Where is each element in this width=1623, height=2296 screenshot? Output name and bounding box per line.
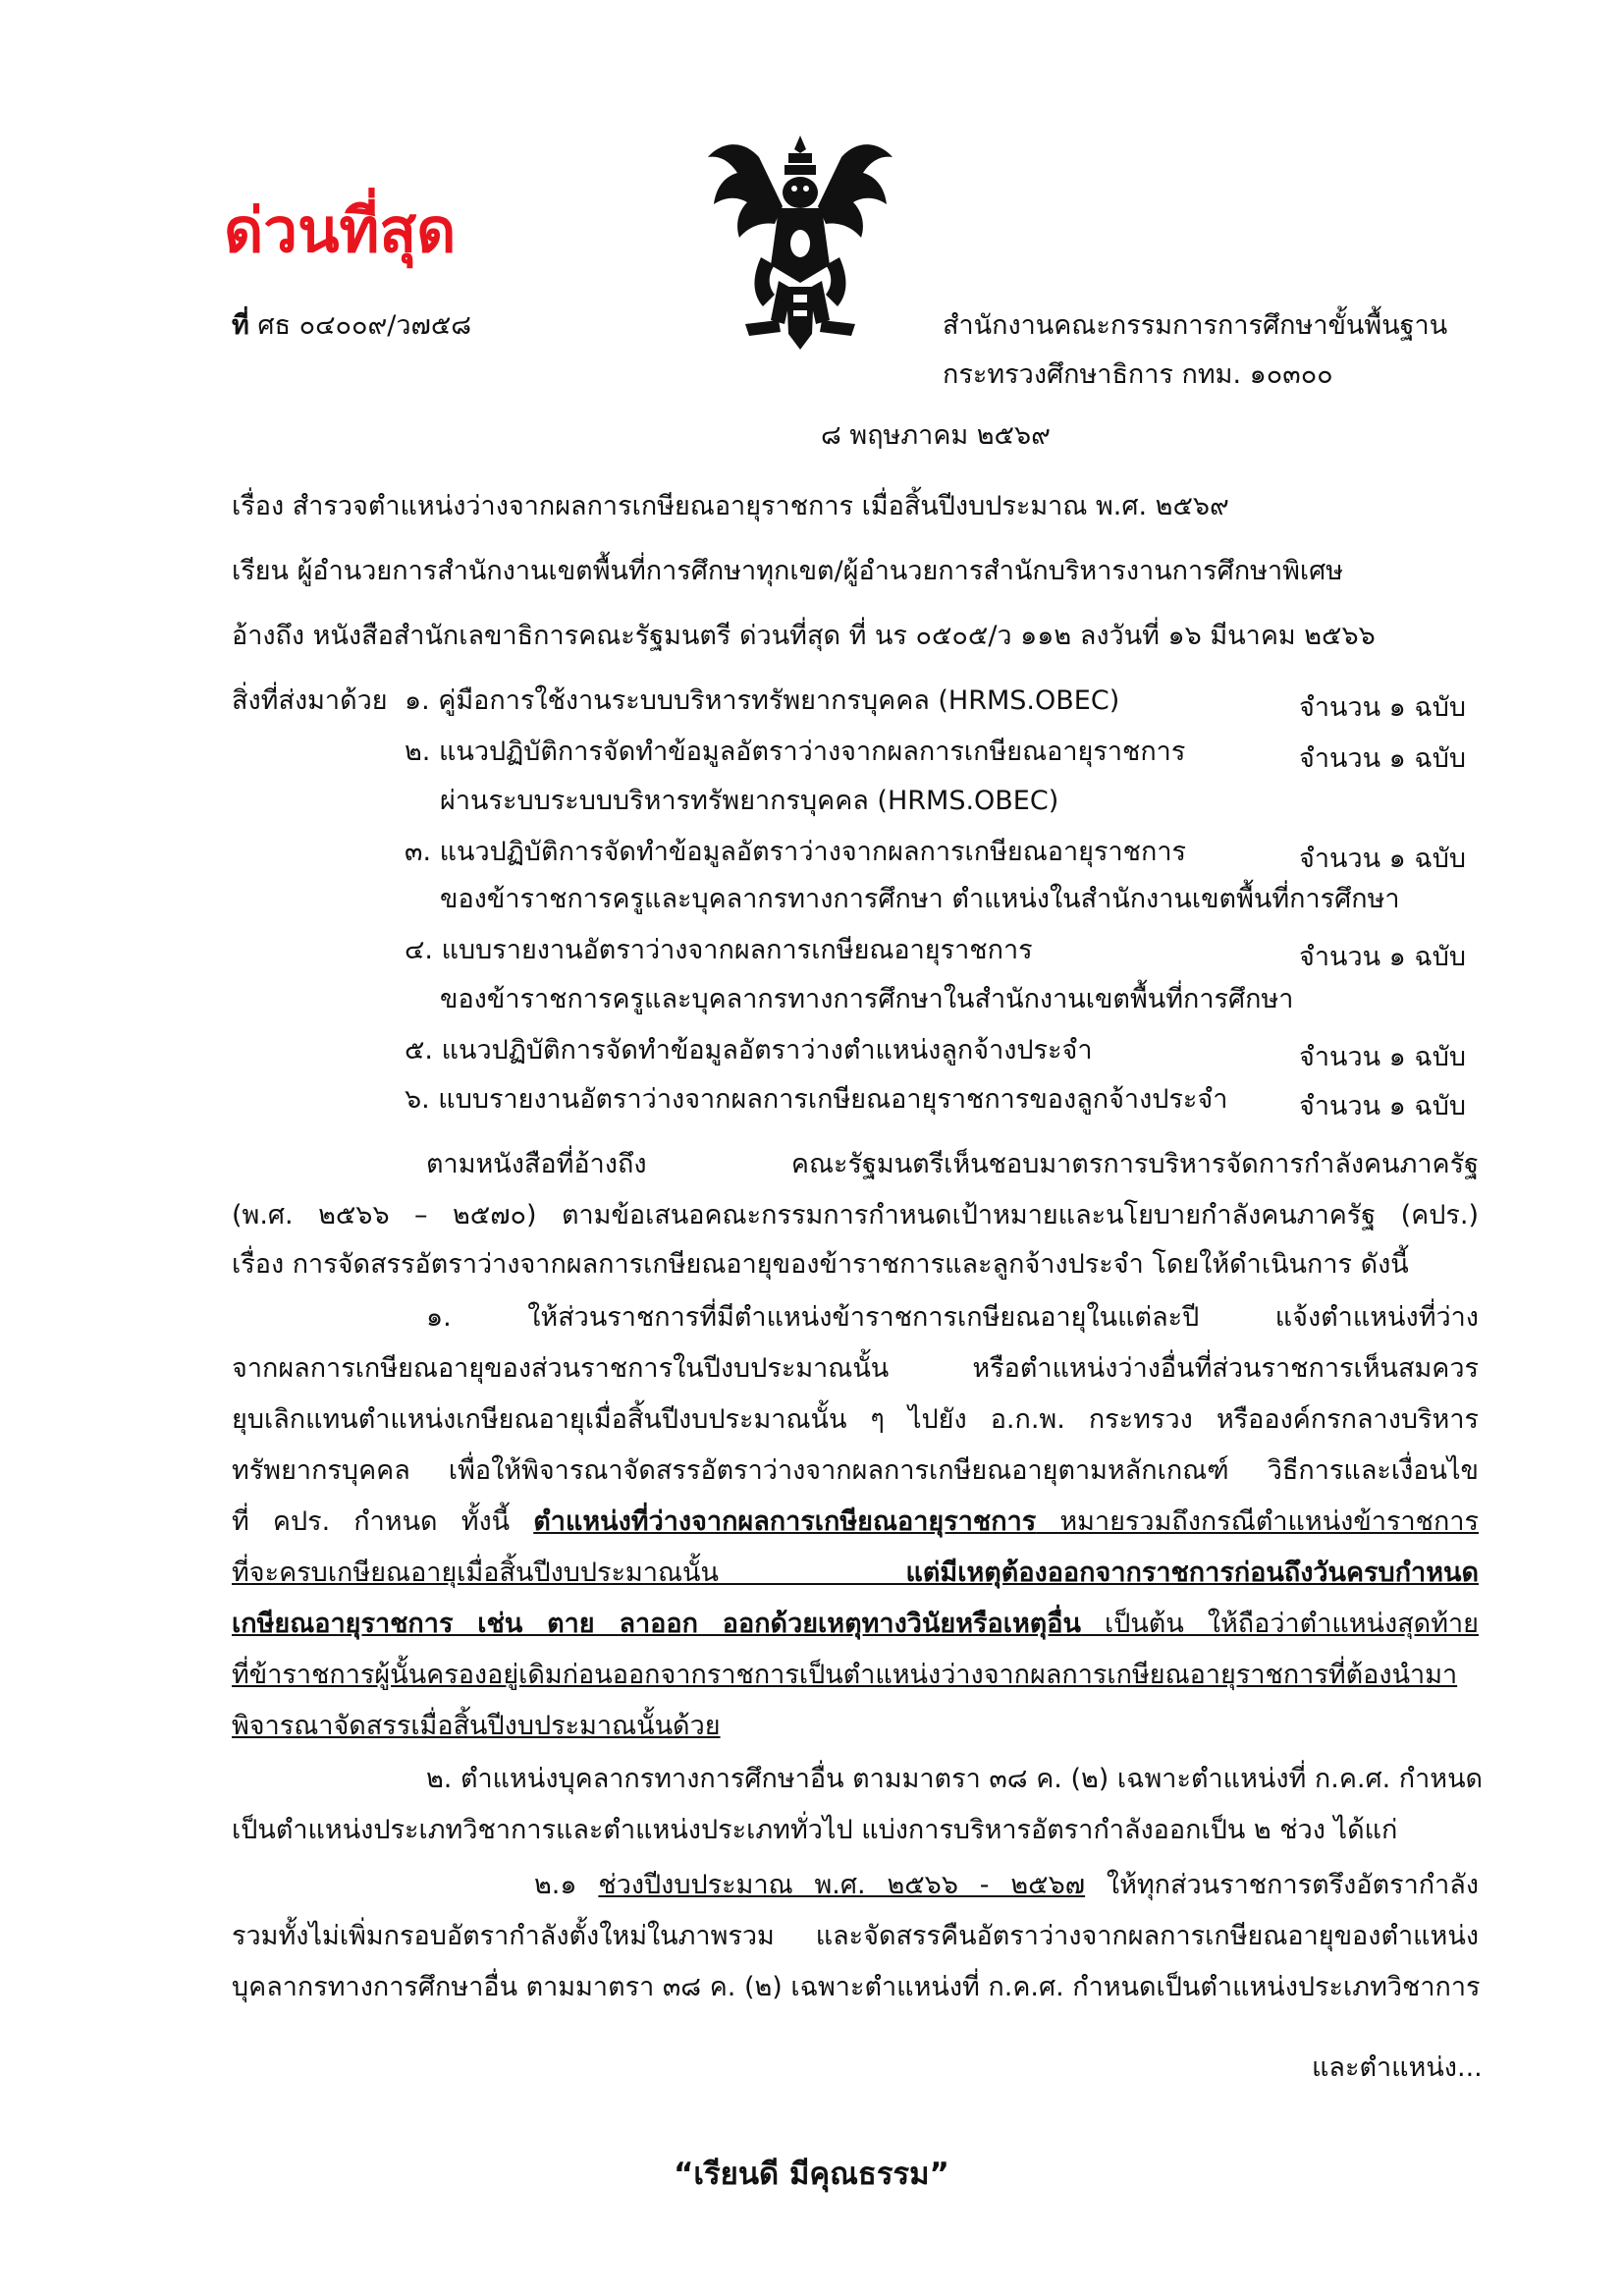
doc-number-label: ที่ xyxy=(232,310,249,341)
enclosure-item-6: ๖. แบบรายงานอัตราว่างจากผลการเกษียณอายุราชการของลูกจ้างประจำ xyxy=(405,1084,1228,1115)
reference-line: อ้างถึง หนังสือสำนักเลขาธิการคณะรัฐมนตรี ด่วนที่สุด ที่ นร ๐๕๐๕/ว ๑๑๒ ลงวันที่ ๑๖ มีนาคม ๒๕๖๖ xyxy=(232,621,1376,651)
footer-motto: “เรียนดี มีคุณธรรม” xyxy=(674,2157,949,2192)
enclosure-item-1: ๑. คู่มือการใช้งานระบบบริหารทรัพยากรบุคคล (HRMS.OBEC) xyxy=(405,685,1120,716)
enclosure-qty-1: จำนวน ๑ ฉบับ xyxy=(1299,692,1467,723)
enclosures-label: สิ่งที่ส่งมาด้วย xyxy=(232,685,388,716)
urgency-stamp: ด่วนที่สุด xyxy=(224,194,457,266)
p2-l6-a: ที่จะครบเกษียณอายุเมื่อสิ้นปีงบประมาณนั้น xyxy=(232,1558,906,1588)
paragraph-2-line-9: พิจารณาจัดสรรเมื่อสิ้นปีงบประมาณนั้นด้วย xyxy=(232,1711,721,1741)
enclosure-item-4-cont: ของข้าราชการครูและบุคลากรทางการศึกษาในสำนักงานเขตพื้นที่การศึกษา xyxy=(440,984,1294,1014)
paragraph-1-line-2: (พ.ศ. ๒๕๖๖ – ๒๕๗๐) ตามข้อเสนอคณะกรรมการกำหนดเป้าหมายและนโยบายกำลังคนภาครัฐ (คปร.) xyxy=(232,1200,1479,1230)
agency-line-2: กระทรวงศึกษาธิการ กทม. ๑๐๓๐๐ xyxy=(943,359,1333,390)
p2-l5-a: ที่ คปร. กำหนด ทั้งนี้ xyxy=(232,1506,534,1537)
paragraph-2-line-2: จากผลการเกษียณอายุของส่วนราชการในปีงบประมาณนั้น หรือตำแหน่งว่างอื่นที่ส่วนราชการเห็นสมควร xyxy=(232,1353,1479,1384)
paragraph-2-line-8: ที่ข้าราชการผู้นั้นครองอยู่เดิมก่อนออกจากราชการเป็นตำแหน่งว่างจากผลการเกษียณอายุราชการที่ต้องนำมา xyxy=(232,1660,1458,1690)
paragraph-2-line-3: ยุบเลิกแทนตำแหน่งเกษียณอายุเมื่อสิ้นปีงบประมาณนั้น ๆ ไปยัง อ.ก.พ. กระทรวง หรือองค์กรกลางบริหาร xyxy=(232,1404,1479,1435)
paragraph-1-line-3: เรื่อง การจัดสรรอัตราว่างจากผลการเกษียณอายุของข้าราชการและลูกจ้างประจำ โดยให้ดำเนินการ ดังนี้ xyxy=(232,1249,1409,1280)
p2-l7-b: เป็นต้น ให้ถือว่าตำแหน่งสุดท้าย xyxy=(1080,1609,1479,1639)
subject-line: เรื่อง สำรวจตำแหน่งว่างจากผลการเกษียณอายุราชการ เมื่อสิ้นปีงบประมาณ พ.ศ. ๒๕๖๙ xyxy=(232,491,1229,521)
enclosure-item-2: ๒. แนวปฏิบัติการจัดทำข้อมูลอัตราว่างจากผลการเกษียณอายุราชการ xyxy=(405,737,1186,767)
p2-l7-a: เกษียณอายุราชการ เช่น ตาย ลาออก ออกด้วยเหตุทางวินัยหรือเหตุอื่น xyxy=(232,1609,1081,1639)
enclosure-qty-3: จำนวน ๑ ฉบับ xyxy=(1299,844,1467,874)
enclosure-qty-5: จำนวน ๑ ฉบับ xyxy=(1299,1042,1467,1072)
enclosure-qty-6: จำนวน ๑ ฉบับ xyxy=(1299,1091,1467,1121)
paragraph-2-line-7 xyxy=(232,1609,1479,1640)
paragraph-4-line-3: บุคลากรทางการศึกษาอื่น ตามมาตรา ๓๘ ค. (๒) เฉพาะตำแหน่งที่ ก.ค.ศ. กำหนดเป็นตำแหน่งประเภทวิชาการ xyxy=(232,1972,1481,2002)
garuda-emblem-icon xyxy=(702,128,898,355)
period-label: ช่วงปีงบประมาณ พ.ศ. ๒๕๖๖ - ๒๕๖๗ xyxy=(598,1870,1086,1900)
enclosure-item-4: ๔. แบบรายงานอัตราว่างจากผลการเกษียณอายุราชการ xyxy=(405,935,1033,965)
retirement-vacancy-definition: ตำแหน่งที่ว่างจากผลการเกษียณอายุราชการ xyxy=(533,1506,1037,1537)
enclosure-qty-4: จำนวน ๑ ฉบับ xyxy=(1299,942,1467,972)
doc-number xyxy=(232,310,471,342)
paragraph-2-line-1: ๑. ให้ส่วนราชการที่มีตำแหน่งข้าราชการเกษียณอายุในแต่ละปี แจ้งตำแหน่งที่ว่าง xyxy=(426,1302,1479,1333)
continued-marker: และตำแหน่ง... xyxy=(1312,2052,1483,2083)
paragraph-2-line-4: ทรัพยากรบุคคล เพื่อให้พิจารณาจัดสรรอัตราว่างจากผลการเกษียณอายุตามหลักเกณฑ์ วิธีการและเงื่อนไข xyxy=(232,1455,1479,1486)
paragraph-4-line-1 xyxy=(534,1870,1479,1901)
recipient-line: เรียน ผู้อำนวยการสำนักงานเขตพื้นที่การศึกษาทุกเขต/ผู้อำนวยการสำนักบริหารงานการศึกษาพิเศษ xyxy=(232,556,1344,586)
enclosure-item-3: ๓. แนวปฏิบัติการจัดทำข้อมูลอัตราว่างจากผลการเกษียณอายุราชการ xyxy=(405,837,1186,867)
enclosure-item-2-cont: ผ่านระบบระบบบริหารทรัพยากรบุคคล (HRMS.OBEC) xyxy=(440,786,1059,816)
paragraph-3-line-2: เป็นตำแหน่งประเภทวิชาการและตำแหน่งประเภททั่วไป แบ่งการบริหารอัตรากำลังออกเป็น ๒ ช่วง ได้แก่ xyxy=(232,1815,1398,1845)
p4-c: ให้ทุกส่วนราชการตรึงอัตรากำลัง xyxy=(1085,1870,1479,1900)
enclosure-item-5: ๕. แนวปฏิบัติการจัดทำข้อมูลอัตราว่างตำแหน่งลูกจ้างประจำ xyxy=(405,1035,1093,1066)
paragraph-4-line-2: รวมทั้งไม่เพิ่มกรอบอัตรากำลังตั้งใหม่ในภาพรวม และจัดสรรคืนอัตราว่างจากผลการเกษียณอายุของตำแหน่ง xyxy=(232,1921,1479,1951)
paragraph-2-line-5 xyxy=(232,1506,1479,1538)
paragraph-3-line-1: ๒. ตำแหน่งบุคลากรทางการศึกษาอื่น ตามมาตรา ๓๘ ค. (๒) เฉพาะตำแหน่งที่ ก.ค.ศ. กำหนด xyxy=(426,1764,1484,1794)
paragraph-2-line-6 xyxy=(232,1558,1479,1589)
enclosure-item-3-cont: ของข้าราชการครูและบุคลากรทางการศึกษา ตำแหน่งในสำนักงานเขตพื้นที่การศึกษา xyxy=(440,884,1400,914)
agency-line-1: สำนักงานคณะกรรมการการศึกษาขั้นพื้นฐาน xyxy=(943,310,1448,341)
p2-l5-c: หมายรวมถึงกรณีตำแหน่งข้าราชการ xyxy=(1036,1506,1479,1537)
doc-number-value: ศธ ๐๔๐๐๙/ว๗๕๘ xyxy=(257,310,472,341)
document-date: ๘ พฤษภาคม ๒๕๖๙ xyxy=(821,420,1051,451)
enclosure-qty-2: จำนวน ๑ ฉบับ xyxy=(1299,743,1467,774)
p2-l6-b: แต่มีเหตุต้องออกจากราชการก่อนถึงวันครบกำหนด xyxy=(905,1558,1479,1588)
p4-a: ๒.๑ xyxy=(534,1870,599,1900)
paragraph-1-line-1: ตามหนังสือที่อ้างถึง คณะรัฐมนตรีเห็นชอบมาตรการบริหารจัดการกำลังคนภาครัฐ xyxy=(426,1149,1479,1179)
